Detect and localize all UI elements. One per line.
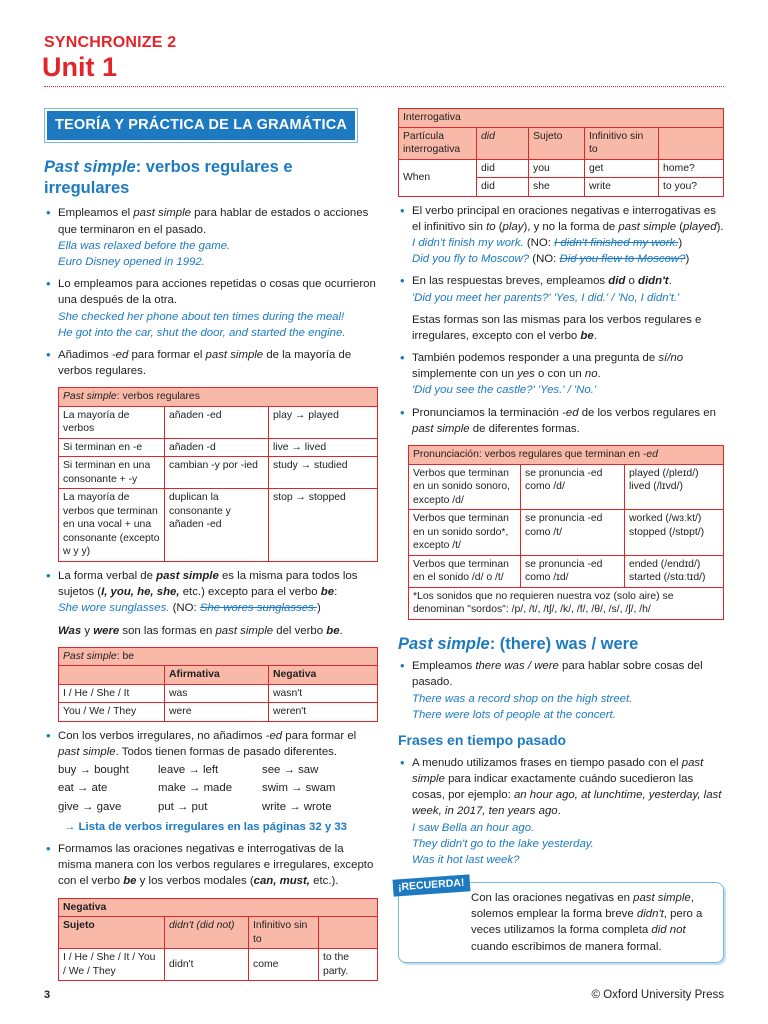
table-title: Negativa <box>59 898 378 917</box>
example-text: 'Did you see the castle?' 'Yes.' / 'No.' <box>412 384 597 397</box>
table-be <box>58 647 378 722</box>
irregular-verb: swim → swam <box>262 782 336 795</box>
table-row: When did you get home? <box>399 159 724 178</box>
table-row: You / We / They were weren't <box>59 703 378 722</box>
example-text: There was a record shop on the high street. <box>412 692 633 705</box>
bullet-item: • Empleamos el past simple para hablar de estados o acciones que terminaron en el pasado. Ella was relaxed before the game. Euro Disney opened in 1992. <box>44 205 378 270</box>
table-title: Interrogativa <box>399 109 724 128</box>
example-text: Did you fly to Moscow? (NO: Did you flew to Moscow?) <box>412 253 690 266</box>
remember-box <box>397 876 724 963</box>
heading-frases: Frases en tiempo pasado <box>398 731 567 748</box>
bullet-item: • Con los verbos irregulares, no añadimos -ed para formar el past simple. Todos tienen formas de pasado diferentes. <box>44 728 378 760</box>
irregular-verb: make → made <box>158 782 233 795</box>
table-row: Verbos que terminan en un sonido sonoro, excepto /d/ se pronuncia -ed como /d/ played (/pleɪd/) lived (/lɪvd/) <box>409 464 724 510</box>
copyright: © Oxford University Press <box>591 989 724 1001</box>
bullet-list-r2 <box>398 350 724 437</box>
bullet-list-4 <box>44 841 378 890</box>
irregular-verb: buy → bought <box>58 764 129 777</box>
bullet-list-r4 <box>398 755 724 868</box>
table-title: Past simple: verbos regulares <box>59 388 378 407</box>
example-text: He got into the car, shut the door, and started the engine. <box>58 326 346 339</box>
irregular-verb: see → saw <box>262 764 319 777</box>
bullet-item: • El verbo principal en oraciones negativas e interrogativas es el infinitivo sin to (play), y no la forma de past simple (played). I didn't finish my work. (NO: I didn't finished my work.) Did you fly to Moscow? (NO: Did you flew to Moscow?) <box>398 203 724 268</box>
section-banner-text: TEORÍA Y PRÁCTICA DE LA GRAMÁTICA <box>47 111 355 140</box>
table-regular-verbs <box>58 387 378 562</box>
remember-text: Con las oraciones negativas en past simple, solemos emplear la forma breve didn't, pero a veces utilizamos la forma completa did not cuando escribimos de manera formal. <box>471 892 703 953</box>
bullet-item: • También podemos responder a una pregunta de sí/no simplemente con un yes o con un no. 'Did you see the castle?' 'Yes.' / 'No.' <box>398 350 724 399</box>
irregular-verb: eat → ate <box>58 782 108 795</box>
table-interrogative <box>398 108 724 197</box>
brand-title: SYNCHRONIZE 2 <box>44 34 177 51</box>
table-negative <box>58 898 378 982</box>
bullet-list-3 <box>44 728 378 760</box>
bullet-list-r1 <box>398 203 724 306</box>
bullet-list-2 <box>44 568 378 617</box>
example-text: She wore sunglasses. (NO: She wores sunglasses.) <box>58 602 321 615</box>
bullet-item: • Empleamos there was / were para hablar sobre cosas del pasado. There was a record shop on the high street. There were lots of people at the concert. <box>398 658 724 723</box>
irregular-verbs-link[interactable]: → Lista de verbos irregulares en las páginas 32 y 33 <box>64 820 347 833</box>
table-row: Verbos que terminan en un sonido sordo*, excepto /t/ se pronuncia -ed como /t/ worked (/wɜːkt/) stopped (/stɒpt/) <box>409 510 724 556</box>
irregular-verb: put → put <box>158 800 208 813</box>
bullet-item: • Pronunciamos la terminación -ed de los verbos regulares en past simple de diferentes formas. <box>398 405 724 437</box>
table-title: Pronunciación: verbos regulares que terminan en -ed <box>409 446 724 465</box>
irregular-verbs-grid <box>44 762 378 815</box>
example-text: They didn't go to the lake yesterday. <box>412 837 594 850</box>
table-row: Verbos que terminan en el sonido /d/ o /t/ se pronuncia -ed como /ɪd/ ended (/endɪd/) started (/stɑːtɪd/) <box>409 555 724 587</box>
table-footnote: *Los sonidos que no requieren nuestra voz (solo aire) se denominan "sordos": /p/, /t/, /tʃ/, /k/, /f/, /θ/, /s/, /ʃ/, /h/ <box>409 587 724 619</box>
table-header: Sujeto didn't (did not) Infinitivo sin to <box>59 917 378 949</box>
table-header: Partícula interrogativa did Sujeto Infinitivo sin to <box>399 127 724 159</box>
bullet-item: • A menudo utilizamos frases en tiempo pasado con el past simple para indicar exactamente cuándo sucedieron las cosas, por ejemplo: an hour ago, at lunchtime, yesterday, last week, in 2017, ten years ago. I saw Bella an hour ago. They didn't go to the lake yesterday. Was it hot last week? <box>398 755 724 868</box>
right-column <box>398 108 724 963</box>
example-text: I didn't finish my work. (NO: I didn't finished my work.) <box>412 236 683 249</box>
example-text: 'Did you meet her parents?' 'Yes, I did.' / 'No, I didn't.' <box>412 291 680 304</box>
page-number: 3 <box>44 989 51 1001</box>
left-column <box>44 108 378 981</box>
table-row <box>409 587 724 619</box>
irregular-verb: give → gave <box>58 800 122 813</box>
table-row: Si terminan en -e añaden -d live → lived <box>59 438 378 457</box>
table-title: Past simple: be <box>59 647 378 666</box>
paragraph-was-were: Was y were son las formas en past simple del verbo be. <box>58 624 343 637</box>
dotted-divider <box>44 86 724 87</box>
irregular-verb: write → wrote <box>262 800 332 813</box>
table-row: Si terminan en una consonante + -y cambian -y por -ied study → studied <box>59 457 378 489</box>
table-row: did she write to you? <box>399 178 724 197</box>
bullet-item: • La forma verbal de past simple es la misma para todos los sujetos (I, you, he, she, etc.) excepto para el verbo be: She wore sunglasses. (NO: She wores sunglasses.) <box>44 568 378 617</box>
unit-title: Unit 1 <box>42 52 118 82</box>
table-row: I / He / She / It / You / We / They didn't come to the party. <box>59 949 378 981</box>
irregular-verb: leave → left <box>158 764 219 777</box>
table-pronunciation <box>408 445 724 620</box>
bullet-item: • Lo empleamos para acciones repetidas o cosas que ocurrieron una después de la otra. She checked her phone about ten times during the meal! He got into the car, shut the door, and started the engine. <box>44 276 378 341</box>
table-header: Afirmativa Negativa <box>59 666 378 685</box>
bullet-item: • En las respuestas breves, empleamos did o didn't. 'Did you meet her parents?' 'Yes, I did.' / 'No, I didn't.' <box>398 273 724 305</box>
example-text: Ella was relaxed before the game. <box>58 239 231 252</box>
example-text: Was it hot last week? <box>412 853 520 866</box>
bullet-list-r3 <box>398 658 724 723</box>
paragraph-forms: Estas formas son las mismas para los verbos regulares e irregulares, excepto con el verbo be. <box>412 313 702 342</box>
example-text: She checked her phone about ten times during the meal! <box>58 310 345 323</box>
heading-past-simple-regular: Past simple: verbos regulares e irregulares <box>44 157 293 198</box>
heading-there-was-were: Past simple: (there) was / were <box>398 634 639 653</box>
bullet-item: • Formamos las oraciones negativas e interrogativas de la misma manera con los verbos regulares e irregulares, excepto con el verbo be y los verbos modales (can, must, etc.). <box>44 841 378 890</box>
bullet-item: • Añadimos -ed para formar el past simple de la mayoría de verbos regulares. <box>44 347 378 379</box>
section-banner <box>44 108 358 143</box>
table-row: I / He / She / It was wasn't <box>59 684 378 703</box>
example-text: I saw Bella an hour ago. <box>412 821 535 834</box>
example-text: There were lots of people at the concert. <box>412 708 616 721</box>
bullet-list-1 <box>44 205 378 379</box>
remember-tag: ¡RECUERDA! <box>393 874 470 896</box>
table-row: La mayoría de verbos que terminan en una vocal + una consonante (excepto w y y) duplican la consonante y añaden -ed stop → stopped <box>59 489 378 562</box>
table-row: La mayoría de verbos añaden -ed play → played <box>59 406 378 438</box>
example-text: Euro Disney opened in 1992. <box>58 256 205 269</box>
